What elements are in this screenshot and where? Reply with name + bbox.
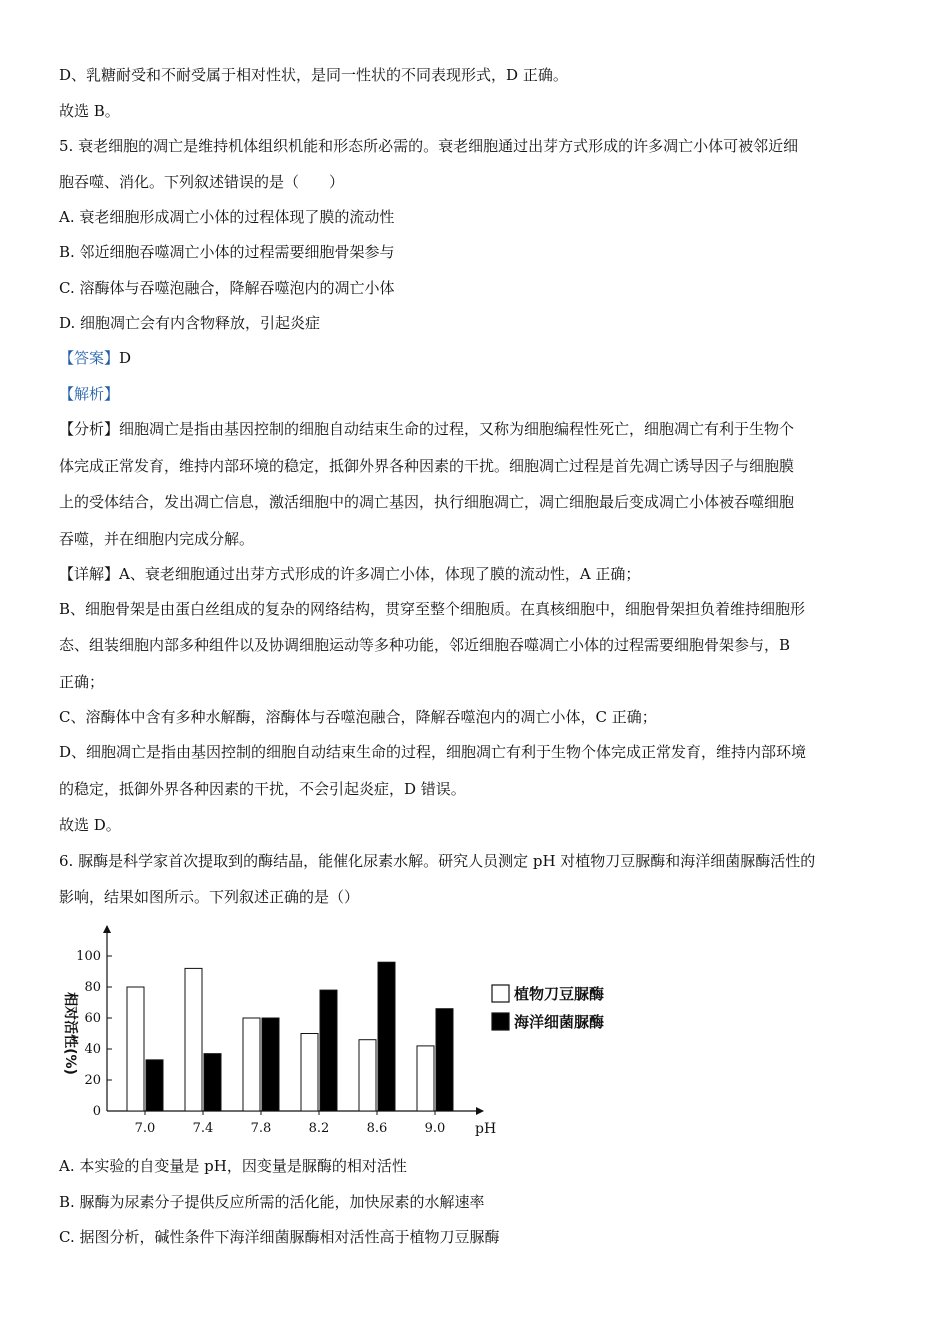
y-tick-label: 40 [84, 1042, 101, 1057]
question-6-stem: 影响，结果如图所示。下列叙述正确的是（） [59, 888, 360, 906]
y-axis-arrow [103, 925, 111, 933]
option-a: A. 衰老细胞形成凋亡小体的过程体现了膜的流动性 [59, 208, 395, 226]
x-tick-label: 7.8 [250, 1121, 272, 1136]
analysis-line: 上的受体结合，发出凋亡信息，激活细胞中的凋亡基因，执行细胞凋亡，凋亡细胞最后变成凋亡小体被吞噬细胞 [59, 493, 795, 511]
option-a: A. 本实验的自变量是 pH，因变量是脲酶的相对活性 [59, 1157, 407, 1175]
y-tick-label: 100 [76, 949, 101, 964]
text-line: 故选 D。 [59, 816, 121, 834]
option-c: C. 溶酶体与吞噬泡融合，降解吞噬泡内的凋亡小体 [59, 279, 395, 297]
y-tick-label: 20 [84, 1073, 101, 1088]
bar-marine-urease [262, 1018, 279, 1111]
answer-value: D [119, 349, 132, 367]
x-axis-label: pH [475, 1121, 497, 1137]
analysis-tag: 【解析】 [59, 385, 120, 403]
analysis-subtag: 【分析】 [59, 420, 120, 438]
answer-line [59, 347, 131, 369]
option-d: D. 细胞凋亡会有内含物释放，引起炎症 [59, 314, 321, 332]
x-tick-label: 7.4 [192, 1121, 214, 1136]
question-5-stem: 5. 衰老细胞的凋亡是维持机体组织机能和形态所必需的。衰老细胞通过出芽方式形成的许多凋亡小体可被邻近细 [59, 137, 799, 155]
y-tick-label: 60 [84, 1011, 101, 1026]
answer-tag: 【答案】 [59, 349, 120, 367]
question-6-stem: 6. 脲酶是科学家首次提取到的酶结晶，能催化尿素水解。研究人员测定 pH 对植物刀豆脲酶和海洋细菌脲酶活性的 [59, 852, 816, 870]
analysis-line: 体完成正常发育，维持内部环境的稳定，抵御外界各种因素的干扰。细胞凋亡过程是首先凋亡诱导因子与细胞膜 [59, 457, 795, 475]
option-c: C. 据图分析，碱性条件下海洋细菌脲酶相对活性高于植物刀豆脲酶 [59, 1228, 500, 1246]
detail-line: C、溶酶体中含有多种水解酶，溶酶体与吞噬泡融合，降解吞噬泡内的凋亡小体，C 正确； [59, 708, 657, 726]
option-b: B. 脲酶为尿素分子提供反应所需的活化能，加快尿素的水解速率 [59, 1193, 485, 1211]
analysis-text: 细胞凋亡是指由基因控制的细胞自动结束生命的过程，又称为细胞编程性死亡，细胞凋亡有利于生物个 [119, 420, 795, 438]
detail-line: 态、组装细胞内部多种组件以及协调细胞运动等多种功能，邻近细胞吞噬凋亡小体的过程需要细胞骨架参与，B [59, 636, 791, 654]
bar-plant-urease [243, 1018, 260, 1111]
bar-marine-urease [378, 962, 395, 1111]
analysis-line: 吞噬，并在细胞内完成分解。 [59, 530, 255, 548]
y-tick-label: 80 [84, 980, 101, 995]
detail-line: 正确； [59, 673, 105, 691]
bar-marine-urease [436, 1009, 453, 1111]
legend-label: 海洋细菌脲酶 [514, 1013, 605, 1031]
legend-label: 植物刀豆脲酶 [514, 985, 605, 1003]
legend-swatch [492, 1013, 509, 1030]
x-tick-label: 8.6 [366, 1121, 388, 1136]
bar-marine-urease [146, 1060, 163, 1111]
detail-line: 【详解】A、衰老细胞通过出芽方式形成的许多凋亡小体，体现了膜的流动性，A 正确； [59, 565, 641, 583]
text-line: D、乳糖耐受和不耐受属于相对性状，是同一性状的不同表现形式，D 正确。 [59, 66, 568, 84]
detail-line: 的稳定，抵御外界各种因素的干扰，不会引起炎症，D 错误。 [59, 780, 466, 798]
x-axis-arrow [476, 1107, 484, 1115]
legend-swatch [492, 985, 509, 1002]
y-tick-label: 0 [92, 1104, 101, 1119]
bar-plant-urease [301, 1034, 318, 1112]
x-tick-label: 8.2 [308, 1121, 330, 1136]
x-tick-label: 9.0 [424, 1121, 446, 1136]
bar-plant-urease [417, 1046, 434, 1111]
analysis-line [59, 418, 794, 440]
text-line: 故选 B。 [59, 102, 120, 120]
bar-plant-urease [185, 968, 202, 1111]
y-axis-label: 相对活性(%) [62, 992, 78, 1075]
urease-activity-bar-chart [55, 918, 655, 1142]
bar-marine-urease [320, 990, 337, 1111]
bar-marine-urease [204, 1054, 221, 1111]
detail-line: D、细胞凋亡是指由基因控制的细胞自动结束生命的过程，细胞凋亡有利于生物个体完成正常发育，维持内部环境 [59, 743, 807, 761]
bar-plant-urease [127, 987, 144, 1111]
detail-line: B、细胞骨架是由蛋白丝组成的复杂的网络结构，贯穿至整个细胞质。在真核细胞中，细胞骨架担负着维持细胞形 [59, 600, 806, 618]
x-tick-label: 7.0 [134, 1121, 156, 1136]
question-5-stem: 胞吞噬、消化。下列叙述错误的是（ ） [59, 173, 345, 191]
option-b: B. 邻近细胞吞噬凋亡小体的过程需要细胞骨架参与 [59, 243, 395, 261]
bar-plant-urease [359, 1040, 376, 1111]
